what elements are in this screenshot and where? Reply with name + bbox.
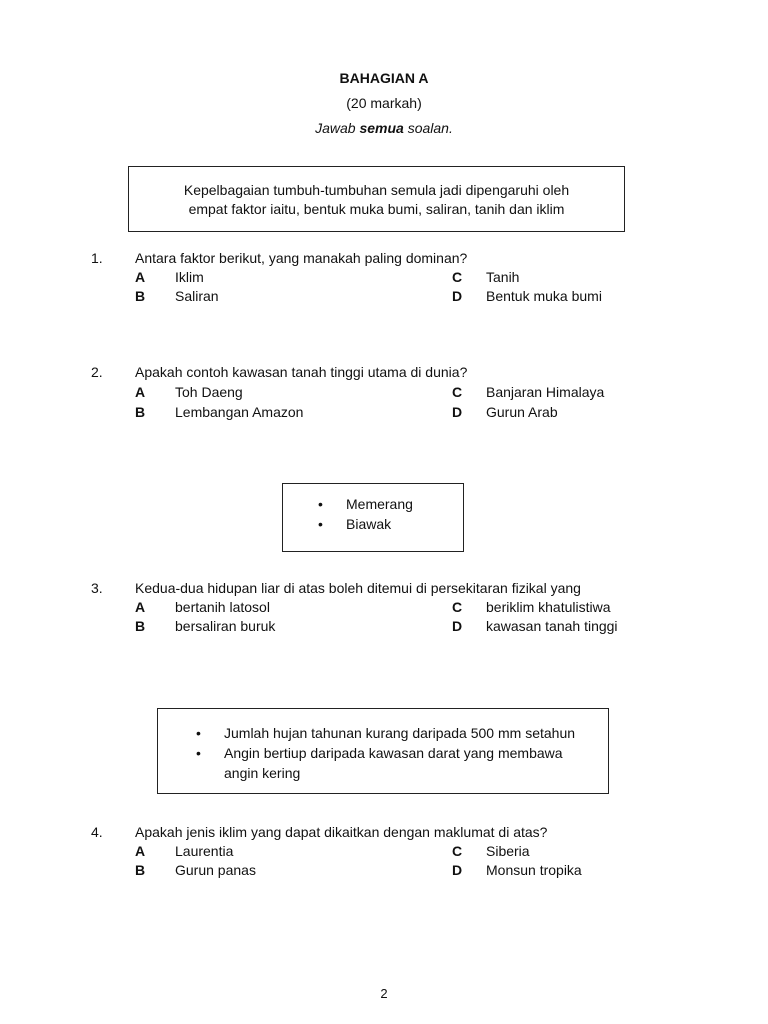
bullet-icon: •	[196, 745, 201, 761]
option-letter: D	[452, 862, 463, 878]
question-number: 1.	[91, 250, 103, 266]
option-text: Laurentia	[175, 843, 234, 859]
option-letter: A	[135, 843, 146, 859]
option-text: Bentuk muka bumi	[486, 288, 602, 304]
option-text: Toh Daeng	[175, 384, 243, 400]
option-letter: B	[135, 862, 146, 878]
bullet-item	[158, 723, 608, 743]
bullet-icon: •	[318, 516, 323, 532]
bullet-icon: •	[318, 496, 323, 512]
option-text: Gurun panas	[175, 862, 256, 878]
question-number: 2.	[91, 364, 103, 380]
question-text: Antara faktor berikut, yang manakah paling dominan?	[135, 250, 468, 266]
section-instruction	[0, 120, 768, 136]
option-letter: A	[135, 384, 146, 400]
option-text: Gurun Arab	[486, 404, 558, 420]
info-box-line: empat faktor iaitu, bentuk muka bumi, saliran, tanih dan iklim	[188, 201, 565, 217]
question-text: Apakah contoh kawasan tanah tinggi utama di dunia?	[135, 364, 468, 380]
question-text: Kedua-dua hidupan liar di atas boleh ditemui di persekitaran fizikal yang	[135, 580, 581, 596]
option-letter: B	[135, 404, 146, 420]
instruction-bold: semua	[359, 120, 404, 136]
option-letter: C	[452, 843, 463, 859]
bullet-icon: •	[196, 725, 201, 741]
option-letter: B	[135, 288, 146, 304]
option-letter: D	[452, 618, 463, 634]
option-text: Lembangan Amazon	[175, 404, 304, 420]
page-number: 2	[380, 986, 388, 1001]
option-letter: A	[135, 599, 146, 615]
bullet-text: Angin bertiup daripada kawasan darat yang membawa angin kering	[224, 745, 563, 781]
option-text: Banjaran Himalaya	[486, 384, 605, 400]
instruction-post: soalan.	[403, 120, 453, 136]
bullet-item	[283, 494, 463, 514]
question-number: 3.	[91, 580, 103, 596]
info-box-wildlife	[282, 483, 464, 552]
option-letter: B	[135, 618, 146, 634]
info-box-climate	[157, 708, 609, 794]
option-letter: C	[452, 269, 463, 285]
question-number: 4.	[91, 824, 103, 840]
info-box-intro	[128, 166, 625, 232]
option-text: Tanih	[486, 269, 520, 285]
section-title: BAHAGIAN A	[339, 70, 429, 86]
option-letter: D	[452, 404, 463, 420]
option-text: Monsun tropika	[486, 862, 582, 878]
option-text: bertanih latosol	[175, 599, 270, 615]
option-letter: C	[452, 599, 463, 615]
bullet-text: Biawak	[346, 516, 392, 532]
option-text: kawasan tanah tinggi	[486, 618, 618, 634]
option-text: beriklim khatulistiwa	[486, 599, 611, 615]
bullet-item	[283, 514, 463, 534]
section-marks: (20 markah)	[346, 95, 422, 111]
option-text: Saliran	[175, 288, 219, 304]
bullet-item	[158, 743, 596, 783]
option-text: bersaliran buruk	[175, 618, 276, 634]
question-text: Apakah jenis iklim yang dapat dikaitkan dengan maklumat di atas?	[135, 824, 548, 840]
instruction-pre: Jawab	[315, 120, 360, 136]
option-letter: D	[452, 288, 463, 304]
option-letter: C	[452, 384, 463, 400]
option-letter: A	[135, 269, 146, 285]
option-text: Siberia	[486, 843, 530, 859]
option-text: Iklim	[175, 269, 204, 285]
bullet-text: Memerang	[346, 496, 413, 512]
info-box-line: Kepelbagaian tumbuh-tumbuhan semula jadi dipengaruhi oleh	[183, 182, 570, 198]
bullet-text: Jumlah hujan tahunan kurang daripada 500 mm setahun	[224, 725, 576, 741]
